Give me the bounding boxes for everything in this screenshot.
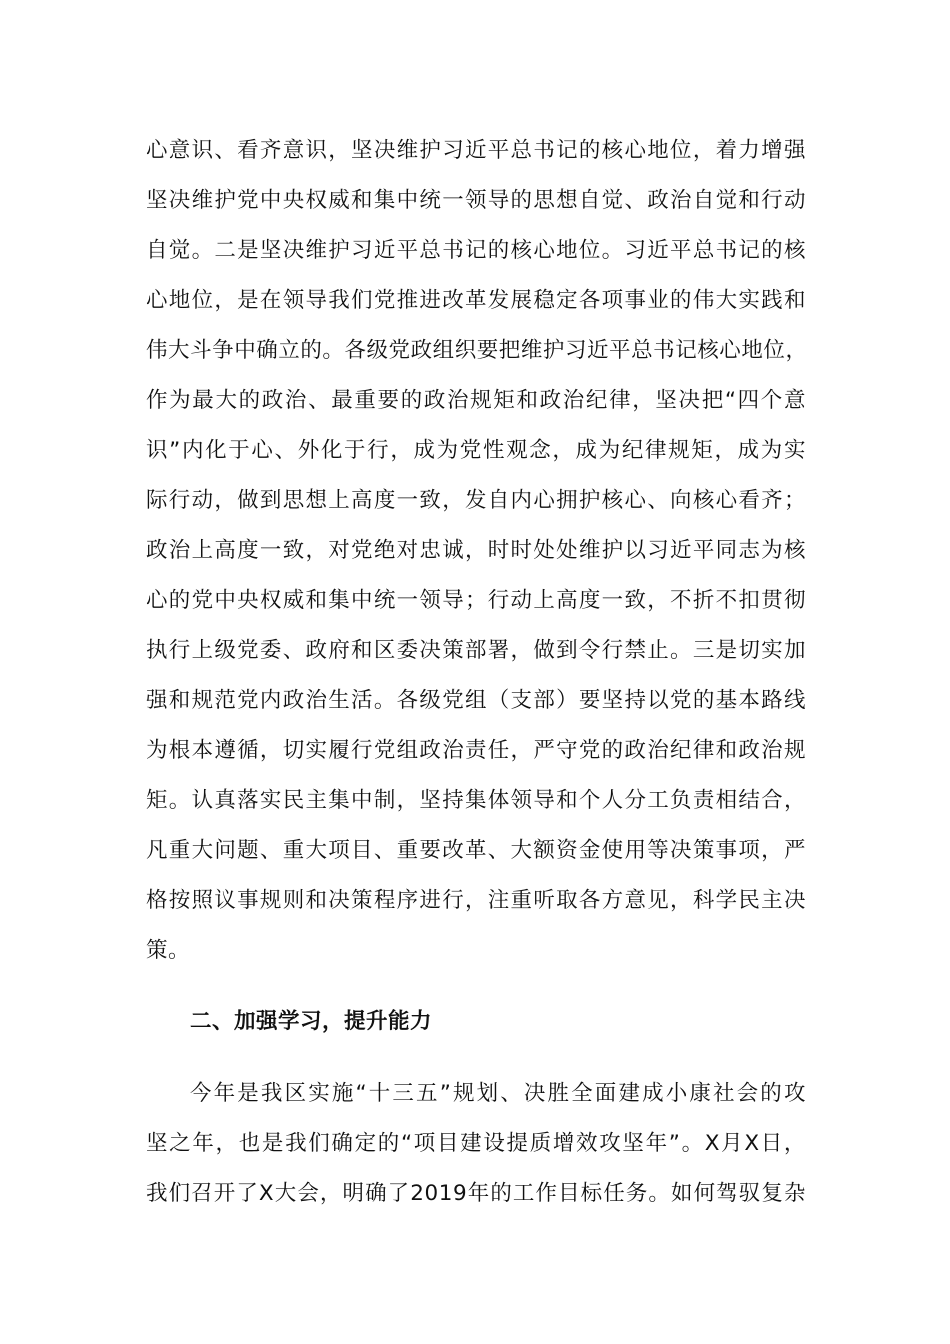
text-line: 执行上级党委、政府和区委决策部署，做到令行禁止。三是切实加: [146, 638, 806, 663]
text-line: 心的党中央权威和集中统一领导；行动上高度一致，不折不扣贯彻: [146, 588, 806, 613]
section-heading: 二、加强学习，提升能力: [190, 1009, 433, 1034]
text-line: 今年是我区实施“十三五”规划、决胜全面建成小康社会的攻: [190, 1081, 806, 1106]
text-line: 矩。认真落实民主集中制，坚持集体领导和个人分工负责相结合，: [146, 788, 806, 813]
text-line: 凡重大问题、重大项目、重要改革、大额资金使用等决策事项，严: [146, 838, 806, 863]
text-line: 识”内化于心、外化于行，成为党性观念，成为纪律规矩，成为实: [146, 438, 806, 463]
text-line: 政治上高度一致，对党绝对忠诚，时时处处维护以习近平同志为核: [146, 538, 806, 563]
text-line: 自觉。二是坚决维护习近平总书记的核心地位。习近平总书记的核: [146, 238, 806, 263]
text-line: 格按照议事规则和决策程序进行，注重听取各方意见，科学民主决: [146, 888, 806, 913]
text-line: 心地位，是在领导我们党推进改革发展稳定各项事业的伟大实践和: [146, 288, 806, 313]
text-line: 我们召开了X大会，明确了2019年的工作目标任务。如何驾驭复杂: [146, 1181, 806, 1206]
text-line: 强和规范党内政治生活。各级党组（支部）要坚持以党的基本路线: [146, 688, 806, 713]
text-line: 坚之年，也是我们确定的“项目建设提质增效攻坚年”。X月X日，: [146, 1131, 806, 1156]
text-line: 策。: [146, 938, 191, 963]
text-line: 作为最大的政治、最重要的政治规矩和政治纪律，坚决把“四个意: [146, 388, 806, 413]
text-line: 伟大斗争中确立的。各级党政组织要把维护习近平总书记核心地位，: [146, 338, 808, 363]
text-line: 为根本遵循，切实履行党组政治责任，严守党的政治纪律和政治规: [146, 738, 806, 763]
text-line: 坚决维护党中央权威和集中统一领导的思想自觉、政治自觉和行动: [146, 188, 806, 213]
text-line: 心意识、看齐意识，坚决维护习近平总书记的核心地位，着力增强: [146, 138, 806, 163]
text-line: 际行动，做到思想上高度一致，发自内心拥护核心、向核心看齐；: [146, 488, 806, 513]
